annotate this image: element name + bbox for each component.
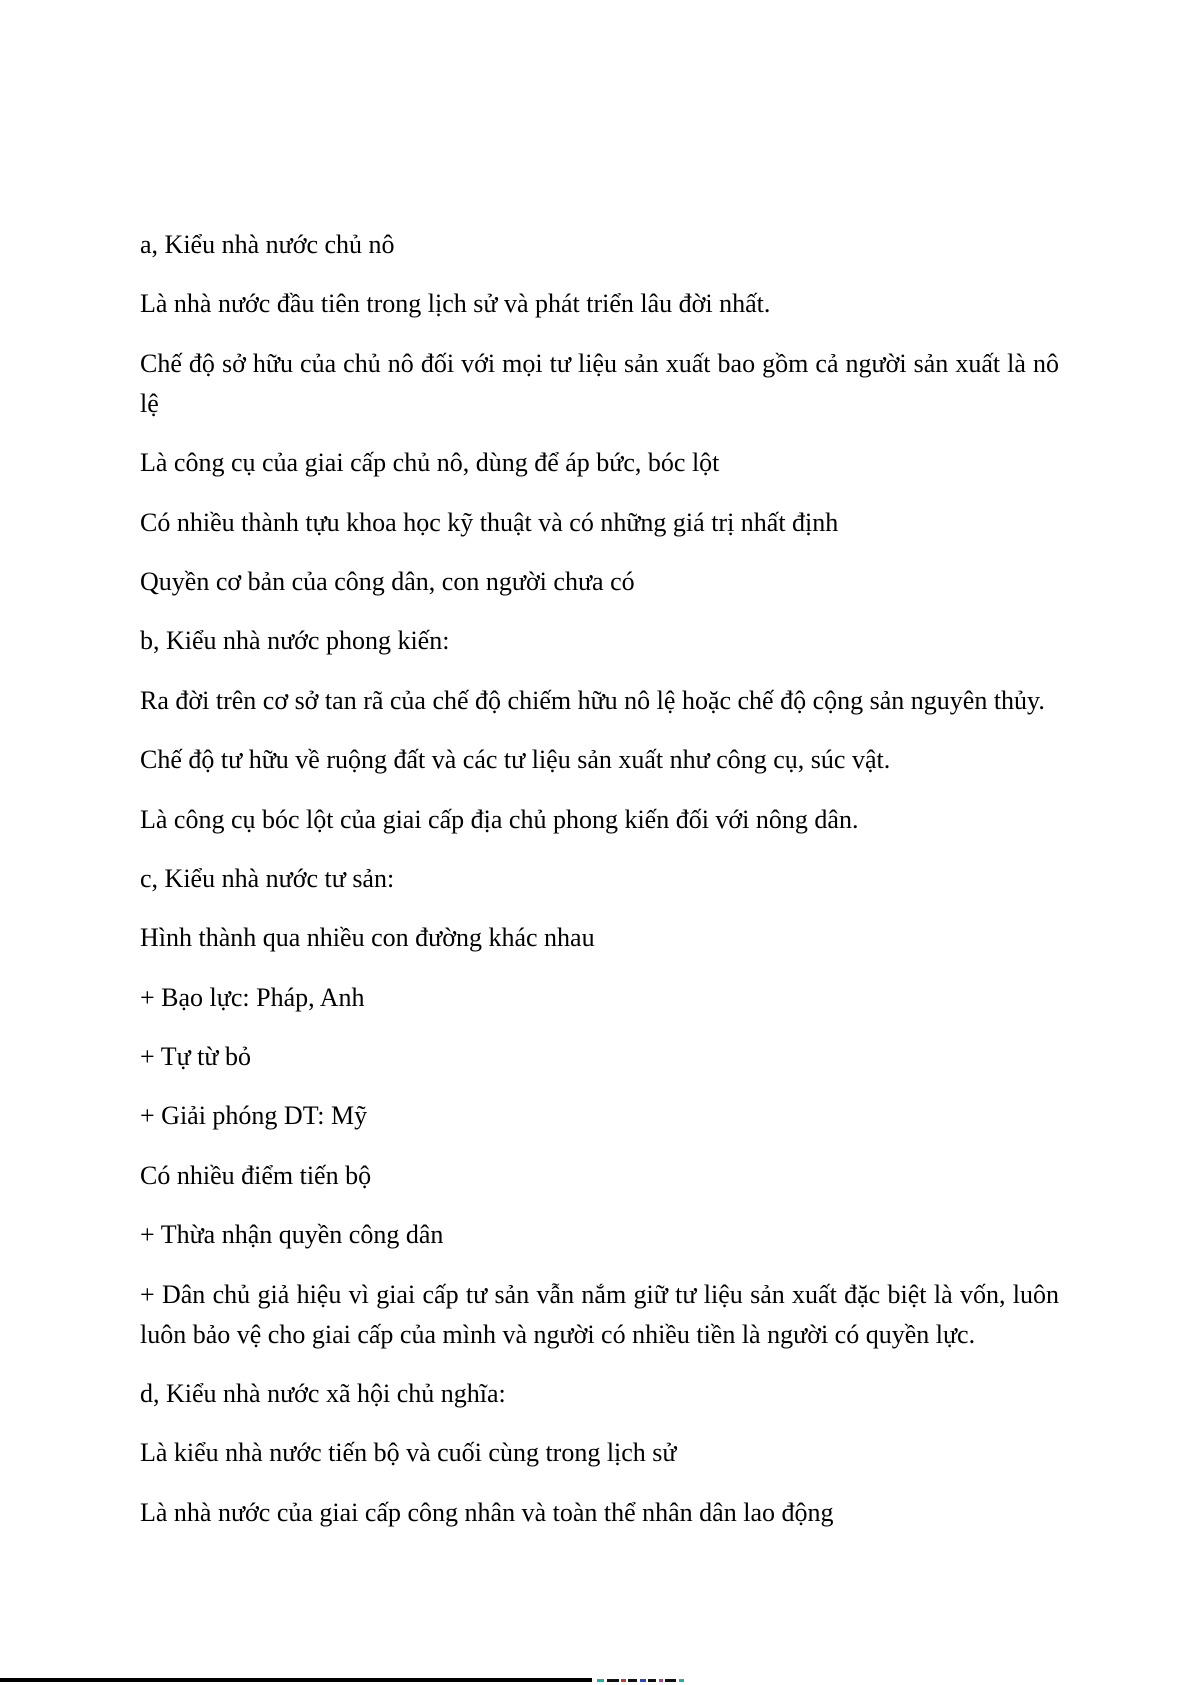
paragraph: Ra đời trên cơ sở tan rã của chế độ chiếm hữu nô lệ hoặc chế độ cộng sản nguyên thủy. (140, 685, 1045, 715)
paragraph: Là công cụ bóc lột của giai cấp địa chủ phong kiến đối với nông dân. (140, 804, 859, 834)
paragraph: Quyền cơ bản của công dân, con người chưa có (140, 566, 635, 596)
artifact-dash (597, 1679, 604, 1682)
document-body (140, 225, 1059, 1552)
paragraph: + Thừa nhận quyền công dân (140, 1220, 444, 1250)
artifact-dash (621, 1679, 626, 1682)
paragraph: Là công cụ của giai cấp chủ nô, dùng để áp bức, bóc lột (140, 448, 720, 478)
paragraph: Hình thành qua nhiều con đường khác nhau (140, 923, 595, 953)
artifact-dash (648, 1679, 656, 1682)
paragraph: + Giải phóng DT: Mỹ (140, 1101, 368, 1131)
artifact-dash (628, 1679, 637, 1682)
artifact-dash (640, 1679, 646, 1682)
paragraph: Là nhà nước đầu tiên trong lịch sử và phát triển lâu đời nhất. (140, 289, 771, 319)
paragraph: Chế độ sở hữu của chủ nô đối với mọi tư liệu sản xuất bao gồm cả người sản xuất là nô lệ (140, 348, 1059, 418)
paragraph: a, Kiểu nhà nước chủ nô (140, 230, 395, 259)
artifact-dash (665, 1679, 676, 1682)
footer-artifact-dashes (597, 1679, 684, 1682)
paragraph: Có nhiều điểm tiến bộ (140, 1160, 372, 1190)
paragraph: b, Kiểu nhà nước phong kiến: (140, 626, 450, 656)
artifact-dash (659, 1679, 663, 1682)
paragraph: + Dân chủ giả hiệu vì giai cấp tư sản vẫn nắm giữ tư liệu sản xuất đặc biệt là vốn, luôn luôn bảo vệ cho giai cấp của mình và người có nhiều tiền là người có quyền lực. (140, 1279, 1059, 1349)
artifact-dash (607, 1679, 619, 1682)
paragraph: c, Kiểu nhà nước tư sản: (140, 863, 395, 893)
paragraph: + Tự từ bỏ (140, 1042, 251, 1072)
paragraph: d, Kiểu nhà nước xã hội chủ nghĩa: (140, 1379, 506, 1409)
paragraph: Là nhà nước của giai cấp công nhân và toàn thể nhân dân lao động (140, 1497, 834, 1527)
artifact-dash (679, 1679, 684, 1682)
footer-divider-line (0, 1678, 592, 1682)
paragraph: Chế độ tư hữu về ruộng đất và các tư liệu sản xuất như công cụ, súc vật. (140, 745, 891, 775)
paragraph: + Bạo lực: Pháp, Anh (140, 982, 365, 1012)
paragraph: Có nhiều thành tựu khoa học kỹ thuật và có những giá trị nhất định (140, 507, 839, 537)
paragraph: Là kiểu nhà nước tiến bộ và cuối cùng trong lịch sử (140, 1438, 677, 1468)
